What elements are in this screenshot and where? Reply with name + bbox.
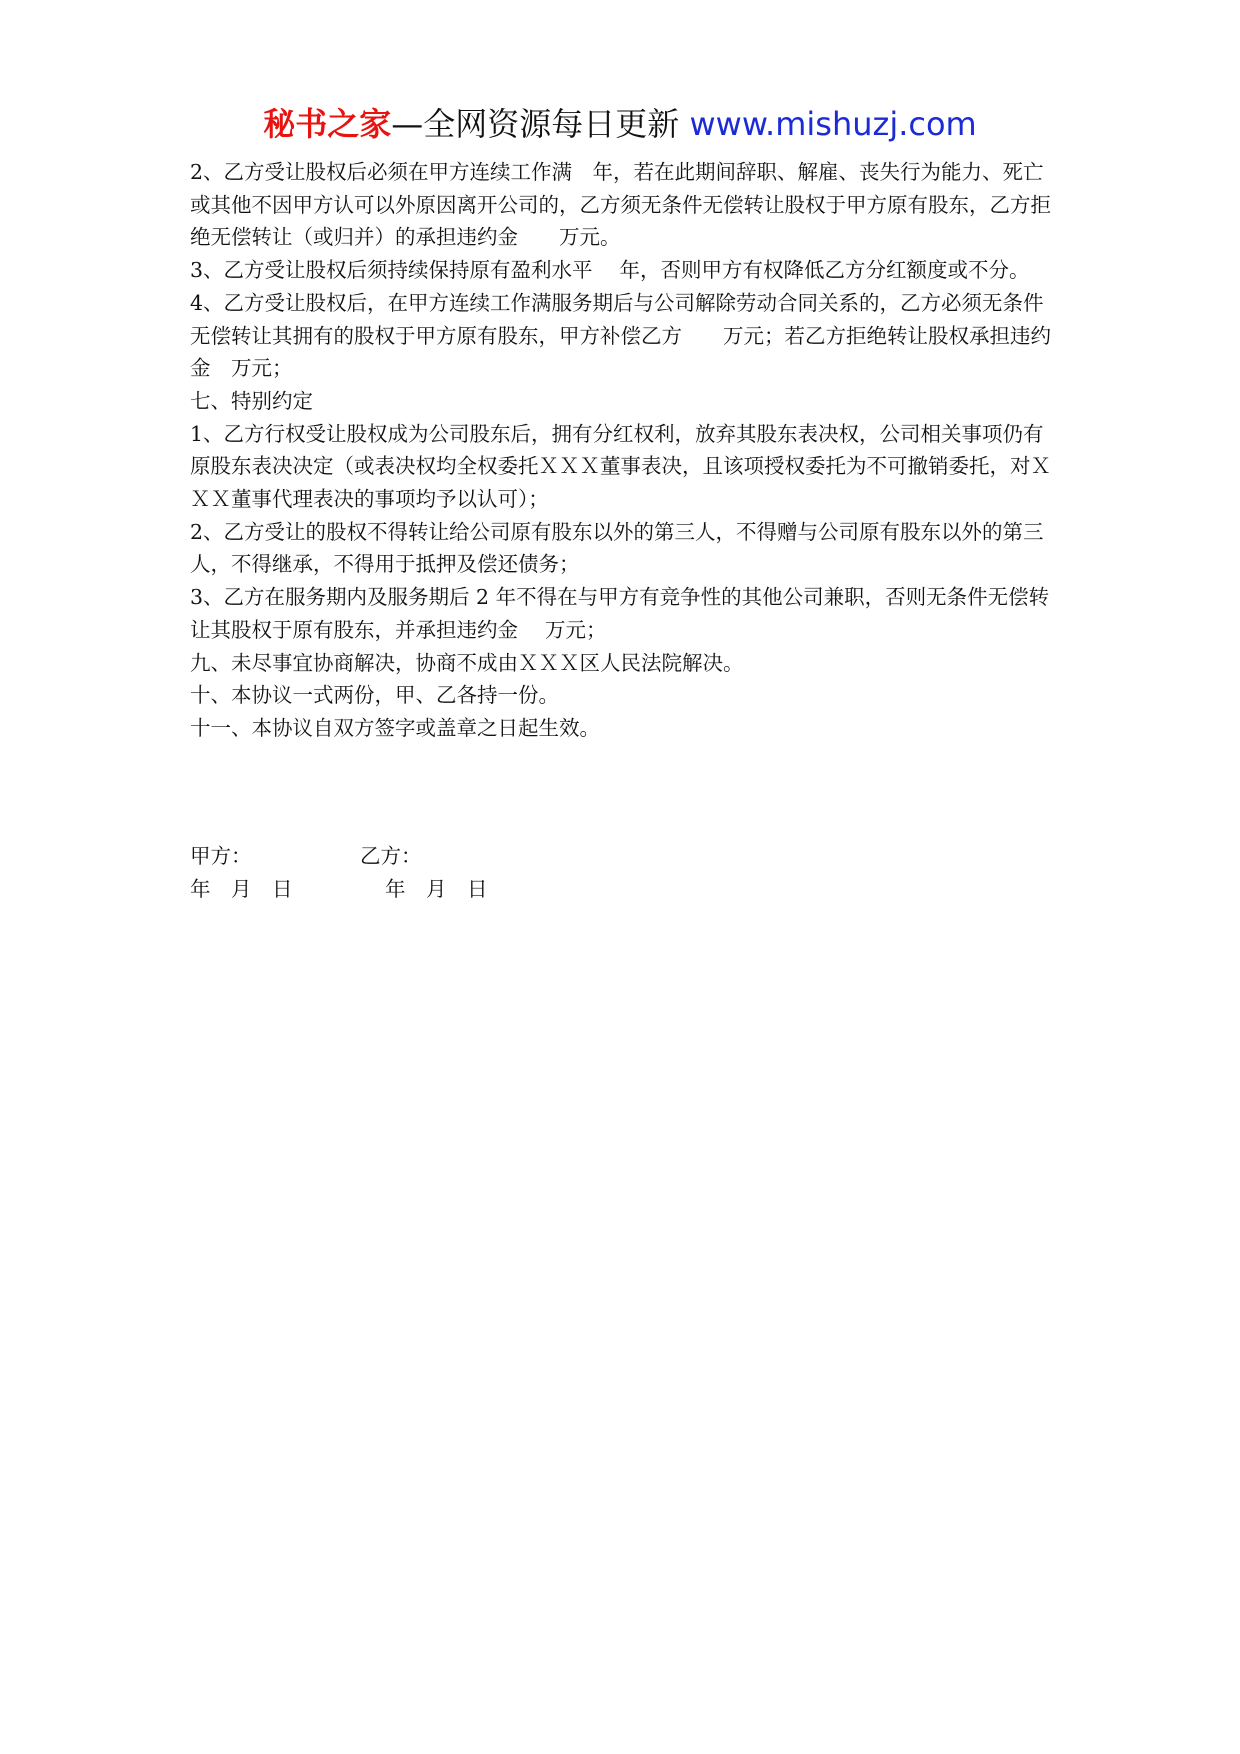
party-a-date: 年 月 日 [190,877,293,901]
page-header [0,100,1240,148]
section-10: 十、本协议一式两份，甲、乙各持一份。 [190,683,559,708]
special-clause-3: 3、乙方在服务期内及服务期后 2 年不得在与甲方有竞争性的其他公司兼职，否则无条件无偿转让其股权于原有股东，并承担违约金 万元； [190,585,1050,642]
brand-name: 秘书之家 [263,105,392,143]
party-b-date: 年 月 日 [385,877,488,901]
section-9: 九、未尽事宜协商解决，协商不成由ＸＸＸ区人民法院解决。 [190,650,744,675]
party-a-label: 甲方： [190,844,252,868]
clause-3-profit-level: 3、乙方受让股权后须持续保持原有盈利水平 年，否则甲方有权降低乙方分红额度或不分。 [190,258,1030,283]
website-url[interactable]: www.mishuzj.com [689,105,977,143]
clause-4-termination: 4、乙方受让股权后，在甲方连续工作满服务期后与公司解除劳动合同关系的，乙方必须无条件无偿转让其拥有的股权于甲方原有股东，甲方补偿乙方 万元；若乙方拒绝转让股权承担违约金 万元； [190,290,1051,381]
section-11: 十一、本协议自双方签字或盖章之日起生效。 [190,715,600,740]
special-clause-2: 2、乙方受让的股权不得转让给公司原有股东以外的第三人，不得赠与公司原有股东以外的第三人，不得继承，不得用于抵押及偿还债务； [190,519,1044,577]
signature-block [190,840,790,906]
special-clause-1: 1、乙方行权受让股权成为公司股东后，拥有分红权利，放弃其股东表决权，公司相关事项仍有原股东表决决定（或表决权均全权委托ＸＸＸ董事表决，且该项授权委托为不可撤销委托，对ＸＸＸ董事代理表决的事项均予以认可）； [190,421,1051,512]
section-7-heading: 七、特别约定 [190,388,313,413]
clause-2-service-term: 2、乙方受让股权后必须在甲方连续工作满 年，若在此期间辞职、解雇、丧失行为能力、死亡或其他不因甲方认可以外原因离开公司的，乙方须无条件无偿转让股权于甲方原有股东，乙方拒绝无偿转让（或归并）的承担违约金 万元。 [190,160,1051,250]
header-slogan: —全网资源每日更新 [391,105,680,143]
agreement-body [190,156,1060,745]
signature-date-row [190,873,790,906]
signature-party-row [190,840,790,873]
party-b-label: 乙方： [360,844,422,868]
